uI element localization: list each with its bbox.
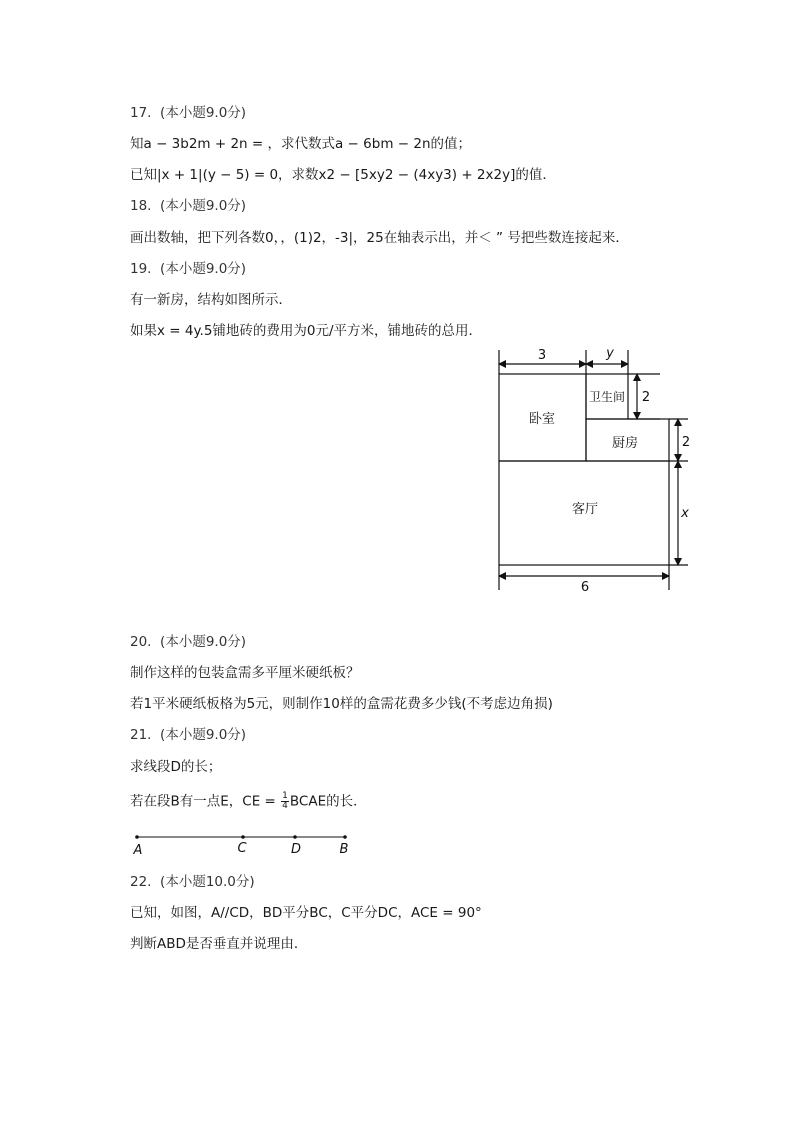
- q22-heading: 22. (本小题10.0分): [130, 874, 255, 890]
- q21-part2: [130, 792, 367, 811]
- q19-heading: 19. (本小题9.0分): [130, 261, 247, 277]
- q21-part2-suffix: BCAE的长．: [289, 793, 367, 810]
- dim-label-3: 3: [537, 348, 547, 363]
- dim-label-x: x: [681, 506, 689, 521]
- point-b-dot: [343, 835, 347, 839]
- room-label-kitchen: 厨房: [611, 436, 639, 451]
- point-c-dot: [241, 835, 245, 839]
- segment-figure: [125, 825, 365, 860]
- q17-heading: 17. (本小题9.0分): [130, 105, 247, 121]
- q20-part1: 制作这样的包装盒需多平厘米硬纸板？: [130, 665, 360, 681]
- point-label-b: B: [339, 842, 349, 857]
- fraction-numerator: 1: [282, 791, 288, 801]
- q22-part1: 已知，如图，A//CD，BD平分BC，C平分DC，ACE = 90°: [130, 905, 482, 921]
- room-label-bathroom: 卫生间: [588, 390, 626, 404]
- fraction-one-quarter: [281, 792, 289, 811]
- dim-label-6: 6: [580, 580, 590, 595]
- point-a-dot: [135, 835, 139, 839]
- q21-part2-prefix: 若在段B有一点E，CE =: [130, 793, 281, 810]
- dim-label-kitchen-2: 2: [681, 435, 691, 450]
- q21-part1: 求线段D的长；: [130, 759, 222, 775]
- q17-part2: 已知|x + 1|(y − 5) = 0，求数x2 − [5xy2 − (4xy3) + 2x2y]的值．: [130, 167, 556, 183]
- q17-part1: 知a − 3b2m + 2n = ，求代数式a − 6bm − 2n的值；: [130, 136, 472, 152]
- room-label-bedroom: 卧室: [528, 412, 556, 427]
- fraction-denominator: 4: [282, 801, 288, 811]
- point-label-a: A: [133, 843, 143, 858]
- point-d-dot: [293, 835, 297, 839]
- point-label-d: D: [290, 842, 302, 857]
- q22-part2: 判断ABD是否垂直并说理由．: [130, 936, 308, 952]
- q20-heading: 20. (本小题9.0分): [130, 634, 247, 650]
- floor-plan-figure: [480, 340, 710, 600]
- dim-label-bath-2: 2: [641, 390, 651, 405]
- point-label-c: C: [237, 841, 247, 856]
- q18-part1: 画出数轴，把下列各数0，，(1)2，-3|，25在轴表示出，并＜ ” 号把些数连接起来．: [130, 230, 629, 246]
- q19-part2: 如果x = 4y.5铺地砖的费用为0元/平方米，铺地砖的总用．: [130, 323, 483, 339]
- q18-heading: 18. (本小题9.0分): [130, 198, 247, 214]
- dim-label-y: y: [606, 346, 614, 361]
- q21-heading: 21. (本小题9.0分): [130, 727, 247, 743]
- q19-part1: 有一新房，结构如图所示．: [130, 292, 292, 308]
- q20-part2: 若1平米硬纸板格为5元，则制作10样的盒需花费多少钱(不考虑边角损): [130, 696, 553, 712]
- room-label-living: 客厅: [571, 502, 599, 517]
